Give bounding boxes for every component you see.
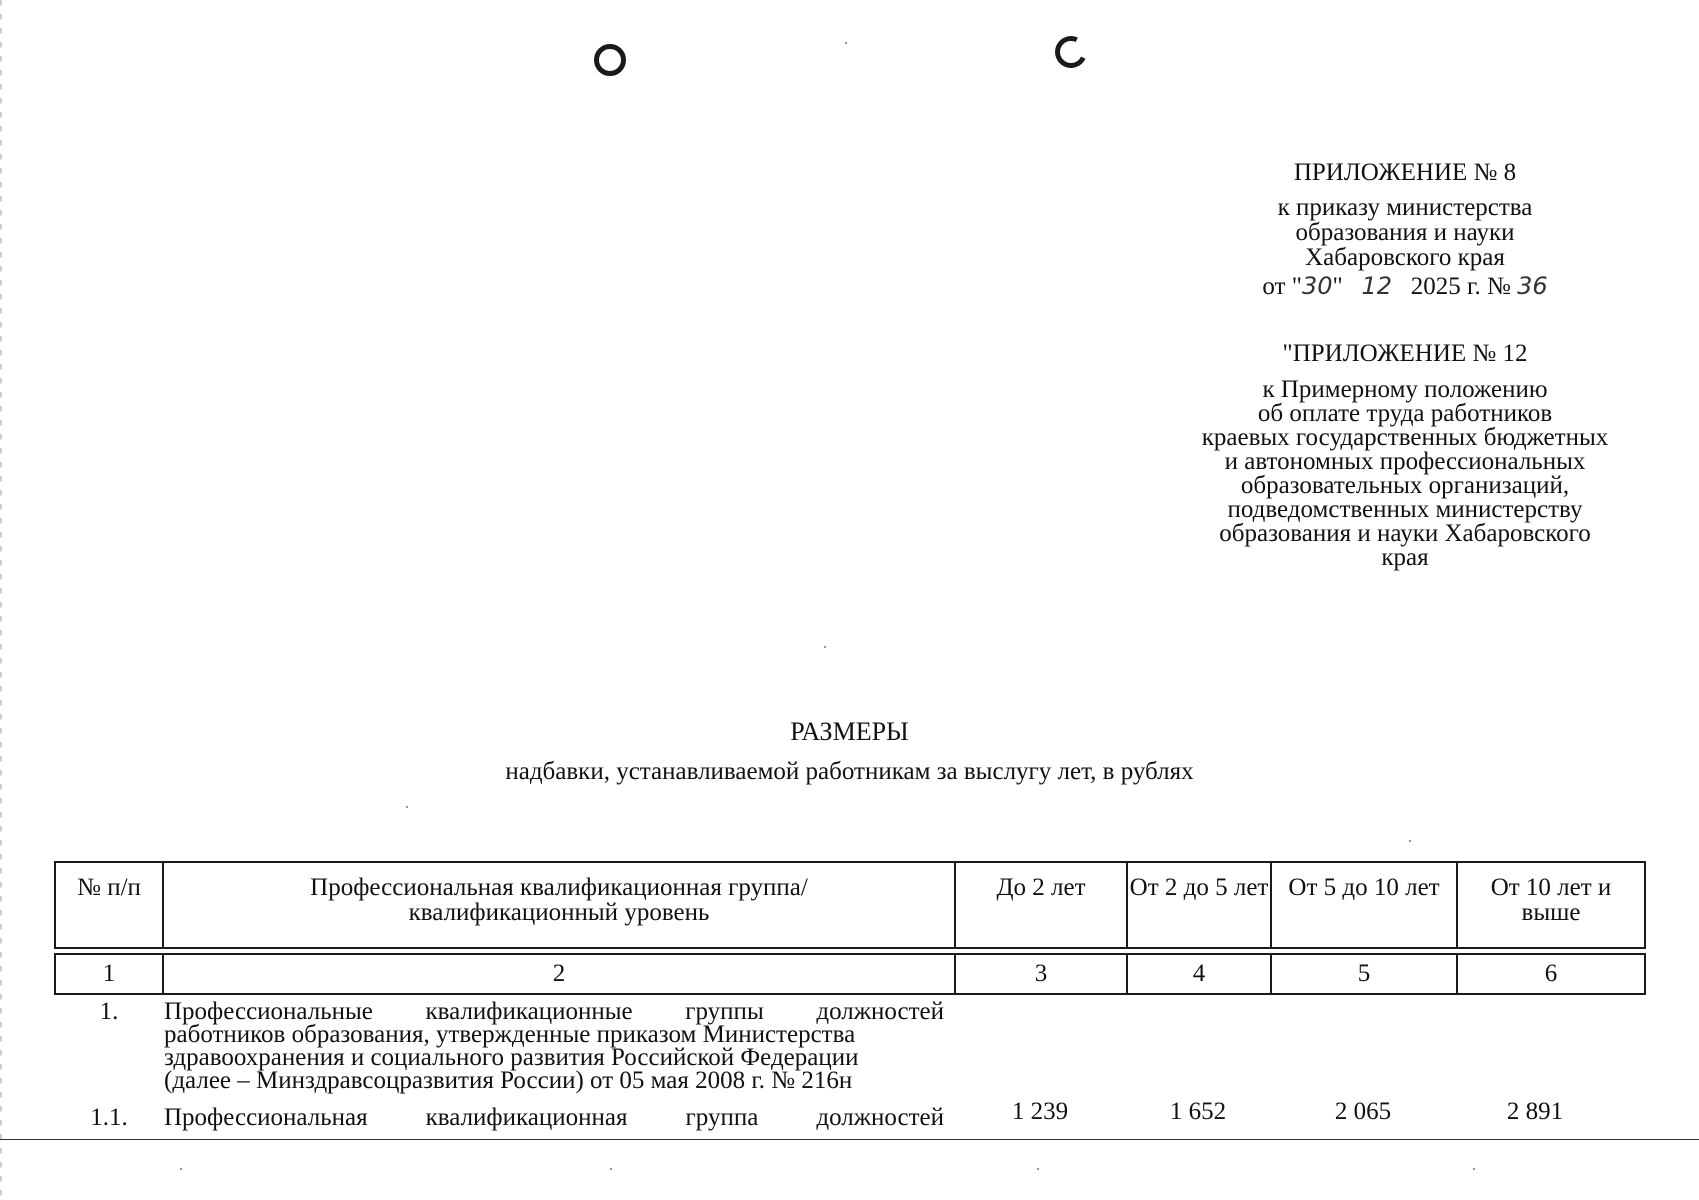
table-header-row — [55, 862, 1645, 948]
row-text-line: Профессиональные квалификационные группы должностей — [164, 998, 944, 1025]
appendix-line: образования и науки — [1295, 219, 1515, 246]
header-cell-2-to-5: От 2 до 5 лет — [1127, 862, 1271, 948]
scan-speck — [610, 1168, 612, 1170]
date-year: 2025 г. № — [1410, 273, 1511, 300]
appendix-ref-line: образования и науки Хабаровского — [1219, 520, 1591, 547]
header-cell-group: Профессиональная квалификационная группа/ квалификационный уровень — [163, 862, 955, 948]
appendix-line: к приказу министерства — [1277, 194, 1533, 221]
row-text-line: (далее – Минздравсоцразвития России) от 05 мая 2008 г. № 216н — [164, 1067, 853, 1094]
table-body — [54, 1000, 1644, 1129]
order-number-handwritten: 36 — [1517, 272, 1548, 300]
appendix-ref-line: образовательных организаций, — [1240, 472, 1570, 499]
scan-speck — [180, 1168, 182, 1170]
date-month-handwritten: 12 — [1361, 272, 1393, 300]
allowance-table — [54, 861, 1644, 995]
document-title: РАЗМЕРЫ — [790, 717, 909, 746]
row-text — [164, 1100, 944, 1129]
scan-speck — [845, 42, 847, 44]
row-values — [954, 1100, 1614, 1129]
appendix-ref-line: края — [1381, 544, 1429, 571]
value-5-to-10: 2 065 — [1334, 1098, 1392, 1125]
header-cell-5-to-10: От 5 до 10 лет — [1271, 862, 1457, 948]
appendix-ref-header — [1150, 342, 1660, 570]
scan-speck — [406, 806, 408, 808]
date-prefix: от " — [1262, 273, 1302, 300]
appendix-date — [1150, 274, 1660, 308]
row-number: 1.1. — [90, 1104, 128, 1131]
value-up-to-2: 1 239 — [1011, 1098, 1069, 1125]
header-cell-number: № п/п — [55, 862, 163, 948]
row-text-line: Профессиональная квалификационная группа должностей — [164, 1104, 944, 1131]
binder-hole — [594, 44, 626, 76]
column-number: 5 — [1271, 954, 1457, 994]
appendix-ref-line: краевых государственных бюджетных — [1201, 424, 1609, 451]
column-number-row — [55, 954, 1645, 994]
appendix-header — [1150, 160, 1660, 308]
row-text-line: работников образования, утвержденные приказом Министерства — [164, 1021, 856, 1048]
date-day-handwritten: 30 — [1301, 272, 1333, 300]
appendix-ref-line: к Примерному положению — [1262, 376, 1548, 403]
appendix-line: Хабаровского края — [1305, 244, 1505, 271]
document-subtitle: надбавки, устанавливаемой работникам за выслугу лет, в рублях — [505, 758, 1194, 785]
binder-hole — [1050, 31, 1091, 72]
scan-speck — [824, 646, 826, 648]
table-row — [54, 1100, 1644, 1129]
column-number: 2 — [163, 954, 955, 994]
appendix-title: ПРИЛОЖЕНИЕ № 8 — [1293, 159, 1517, 186]
appendix-ref-title: "ПРИЛОЖЕНИЕ № 12 — [1282, 340, 1528, 367]
scan-speck — [1473, 1168, 1475, 1170]
header-cell-10-plus: От 10 лет и выше — [1457, 862, 1645, 948]
row-number: 1. — [99, 998, 119, 1025]
appendix-ref-line: об оплате труда работников — [1257, 400, 1553, 427]
value-2-to-5: 1 652 — [1169, 1098, 1227, 1125]
appendix-ref-line: подведомственных министерству — [1227, 496, 1583, 523]
column-number: 4 — [1127, 954, 1271, 994]
scan-speck — [1409, 840, 1411, 842]
column-number: 6 — [1457, 954, 1645, 994]
table-row — [54, 1000, 1644, 1092]
page-cut-line — [0, 1139, 1699, 1140]
header-cell-up-to-2: До 2 лет — [955, 862, 1127, 948]
date-sep: " — [1332, 273, 1343, 300]
value-10-plus: 2 891 — [1506, 1098, 1564, 1125]
scan-speck — [1037, 1168, 1039, 1170]
column-number: 1 — [55, 954, 163, 994]
appendix-ref-line: и автономных профессиональных — [1224, 448, 1586, 475]
column-number: 3 — [955, 954, 1127, 994]
row-text — [164, 1000, 944, 1092]
row-text-line: здравоохранения и социального развития Российской Федерации — [164, 1044, 859, 1071]
scan-edge — [0, 0, 2, 1200]
